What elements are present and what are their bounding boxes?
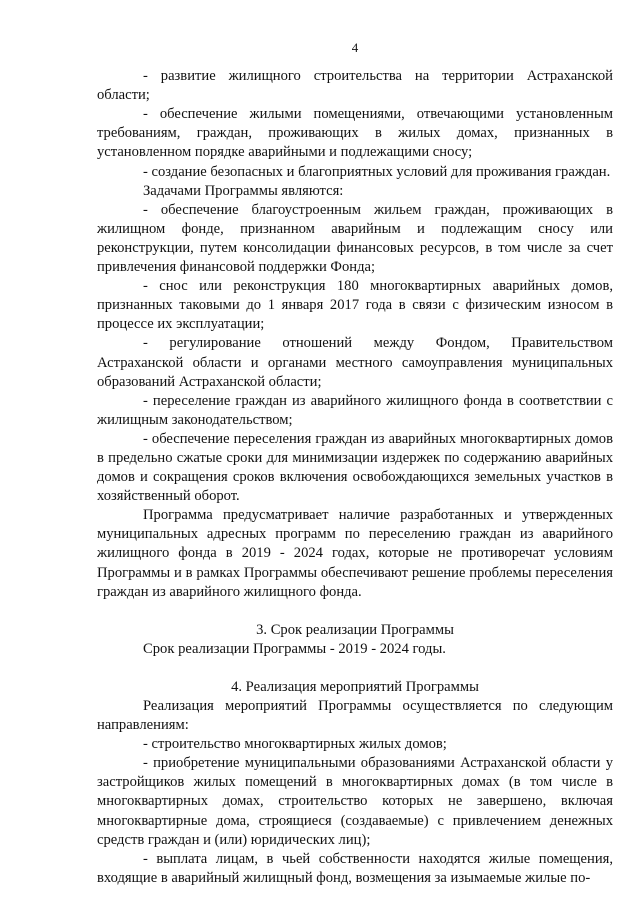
paragraph: Реализация мероприятий Программы осуществляется по следующим направлениям: [97,698,613,734]
paragraph: - строительство многоквартирных жилых домов; [143,736,447,753]
spacer [97,602,613,621]
paragraph: - развитие жилищного строительства на территории Астраханской области; [97,68,613,104]
paragraph: - выплата лицам, в чьей собственности находятся жилые помещения, входящие в аварийный жилищный фонд, возмещения за изымаемые жилые по- [97,850,613,886]
paragraph: Программа предусматривает наличие разработанных и утвержденных муниципальных адресных программ по переселению граждан из аварийного жилищного фонда в 2019 - 2024 годах, которые не противоречат условиям Программы и в рамках Программы обеспечивают решение проблемы переселения граждан из аварийного жилищного фонда. [97,507,613,600]
section-heading: 3. Срок реализации Программы [256,621,454,638]
section-heading: 4. Реализация мероприятий Программы [231,678,479,695]
page-number: 4 [351,40,359,55]
paragraph: Срок реализации Программы - 2019 - 2024 годы. [143,640,446,657]
paragraph: Задачами Программы являются: [143,182,344,199]
paragraph: - переселение граждан из аварийного жилищного фонда в соответствии с жилищным законодательством; [97,392,613,428]
paragraph: - регулирование отношений между Фондом, Правительством Астраханской области и органами местного самоуправления муниципальных образований Астраханской области; [97,335,613,390]
paragraph: - обеспечение переселения граждан из аварийных многоквартирных домов в предельно сжатые сроки для минимизации издержек по содержанию аварийных домов и сокращения сроков включения освобождающихся земельных участков в хозяйственный оборот. [97,430,613,505]
paragraph: - создание безопасных и благоприятных условий для проживания граждан. [143,163,611,180]
paragraph: - обеспечение жилыми помещениями, отвечающими установленным требованиям, граждан, проживающих в жилых домах, признанных в установленном порядке аварийными и подлежащими сносу; [97,106,613,161]
document-page [97,38,613,888]
paragraph: - обеспечение благоустроенным жильем граждан, проживающих в жилищном фонде, признанном аварийным и подлежащим сносу или реконструкции, путем консолидации финансовых ресурсов, в том числе за счет привлечения финансовой поддержки Фонда; [97,201,613,276]
paragraph: - приобретение муниципальными образованиями Астраханской области у застройщиков жилых помещений в многоквартирных домах (в том числе в многоквартирных домах, строительство которых не завершено, включая многоквартирные дома, строящиеся (создаваемые) с привлечением денежных средств граждан и (или) юридических лиц); [97,755,613,848]
spacer [97,659,613,678]
paragraph: - снос или реконструкция 180 многоквартирных аварийных домов, признанных таковыми до 1 января 2017 года в связи с физическим износом в процессе их эксплуатации; [97,278,613,333]
